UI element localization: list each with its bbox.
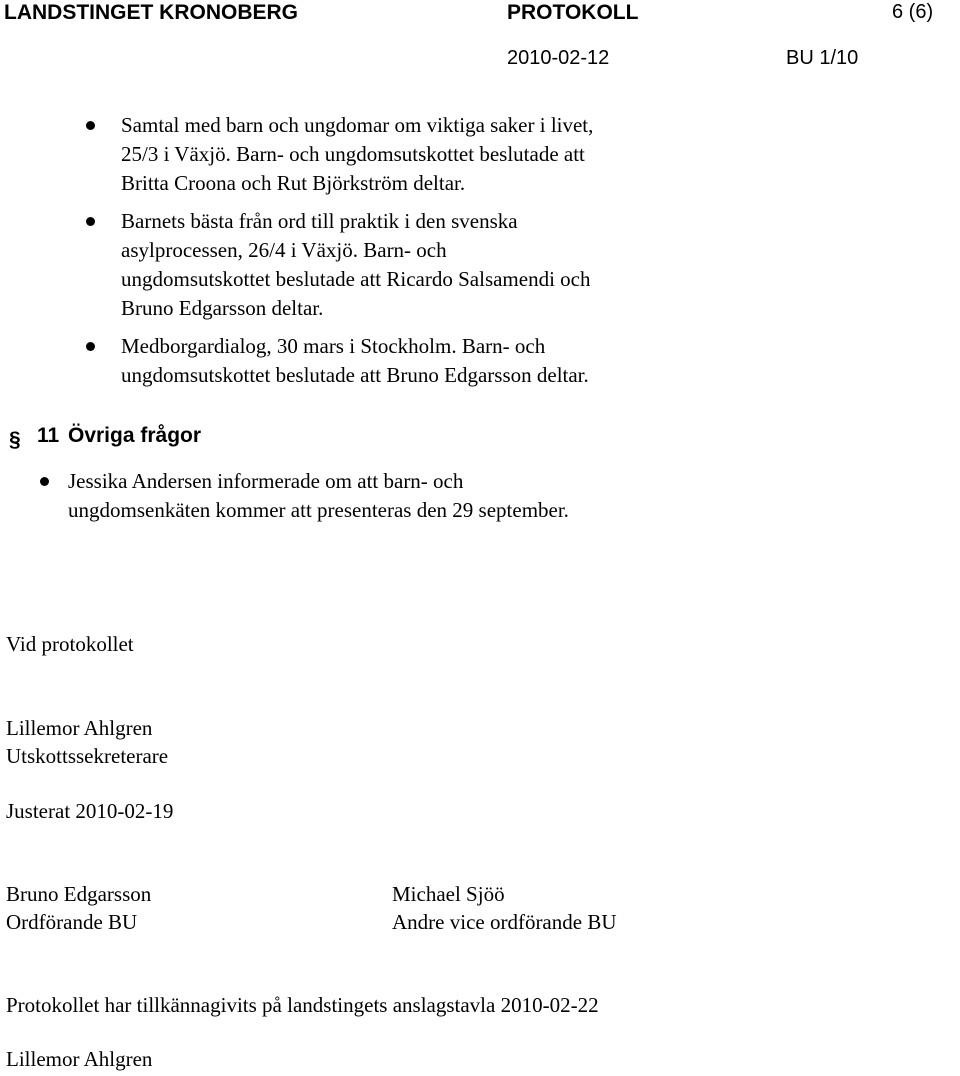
- list-item-line: Britta Croona och Rut Björkström deltar.: [121, 171, 466, 195]
- list-item-line: ungdomsutskottet beslutade att Bruno Edgarsson deltar.: [121, 363, 589, 387]
- page-number: 6 (6): [892, 1, 934, 23]
- secretary-name: Lillemor Ahlgren: [6, 716, 153, 740]
- section-title: Övriga frågor: [68, 424, 202, 447]
- signer2-title: Andre vice ordförande BU: [392, 910, 617, 934]
- section-number: 11: [37, 424, 60, 447]
- final-name: Lillemor Ahlgren: [6, 1047, 153, 1071]
- list-item-line: Bruno Edgarsson deltar.: [121, 296, 324, 320]
- organization-name: LANDSTINGET KRONOBERG: [4, 1, 298, 24]
- list-item-line: Jessika Andersen informerade om att barn- och: [68, 469, 464, 493]
- signer2-name: Michael Sjöö: [392, 882, 505, 906]
- bullet-dot-icon: [86, 217, 95, 226]
- bullet-dot-icon: [40, 477, 49, 486]
- document-reference: BU 1/10: [786, 47, 859, 69]
- document-date: 2010-02-12: [507, 47, 610, 69]
- announcement: Protokollet har tillkännagivits på landstingets anslagstavla 2010-02-22: [6, 993, 599, 1017]
- list-item-line: 25/3 i Växjö. Barn- och ungdomsutskottet beslutade att: [121, 142, 585, 166]
- signer1-name: Bruno Edgarsson: [6, 882, 152, 906]
- justerat-date: Justerat 2010-02-19: [6, 799, 174, 823]
- list-item-line: Samtal med barn och ungdomar om viktiga saker i livet,: [121, 113, 594, 137]
- list-item-line: asylprocessen, 26/4 i Växjö. Barn- och: [121, 238, 447, 262]
- bullet-dot-icon: [86, 342, 95, 351]
- list-item-line: Medborgardialog, 30 mars i Stockholm. Barn- och: [121, 334, 546, 358]
- list-item-line: ungdomsutskottet beslutade att Ricardo Salsamendi och: [121, 267, 591, 291]
- vid-protokollet: Vid protokollet: [6, 632, 134, 656]
- secretary-title: Utskottssekreterare: [6, 744, 169, 768]
- section-mark-icon: §: [9, 428, 21, 451]
- document-type: PROTOKOLL: [507, 1, 639, 24]
- signer1-title: Ordförande BU: [6, 910, 138, 934]
- list-item-line: Barnets bästa från ord till praktik i den svenska: [121, 209, 518, 233]
- list-item-line: ungdomsenkäten kommer att presenteras den 29 september.: [68, 498, 569, 522]
- bullet-dot-icon: [86, 121, 95, 130]
